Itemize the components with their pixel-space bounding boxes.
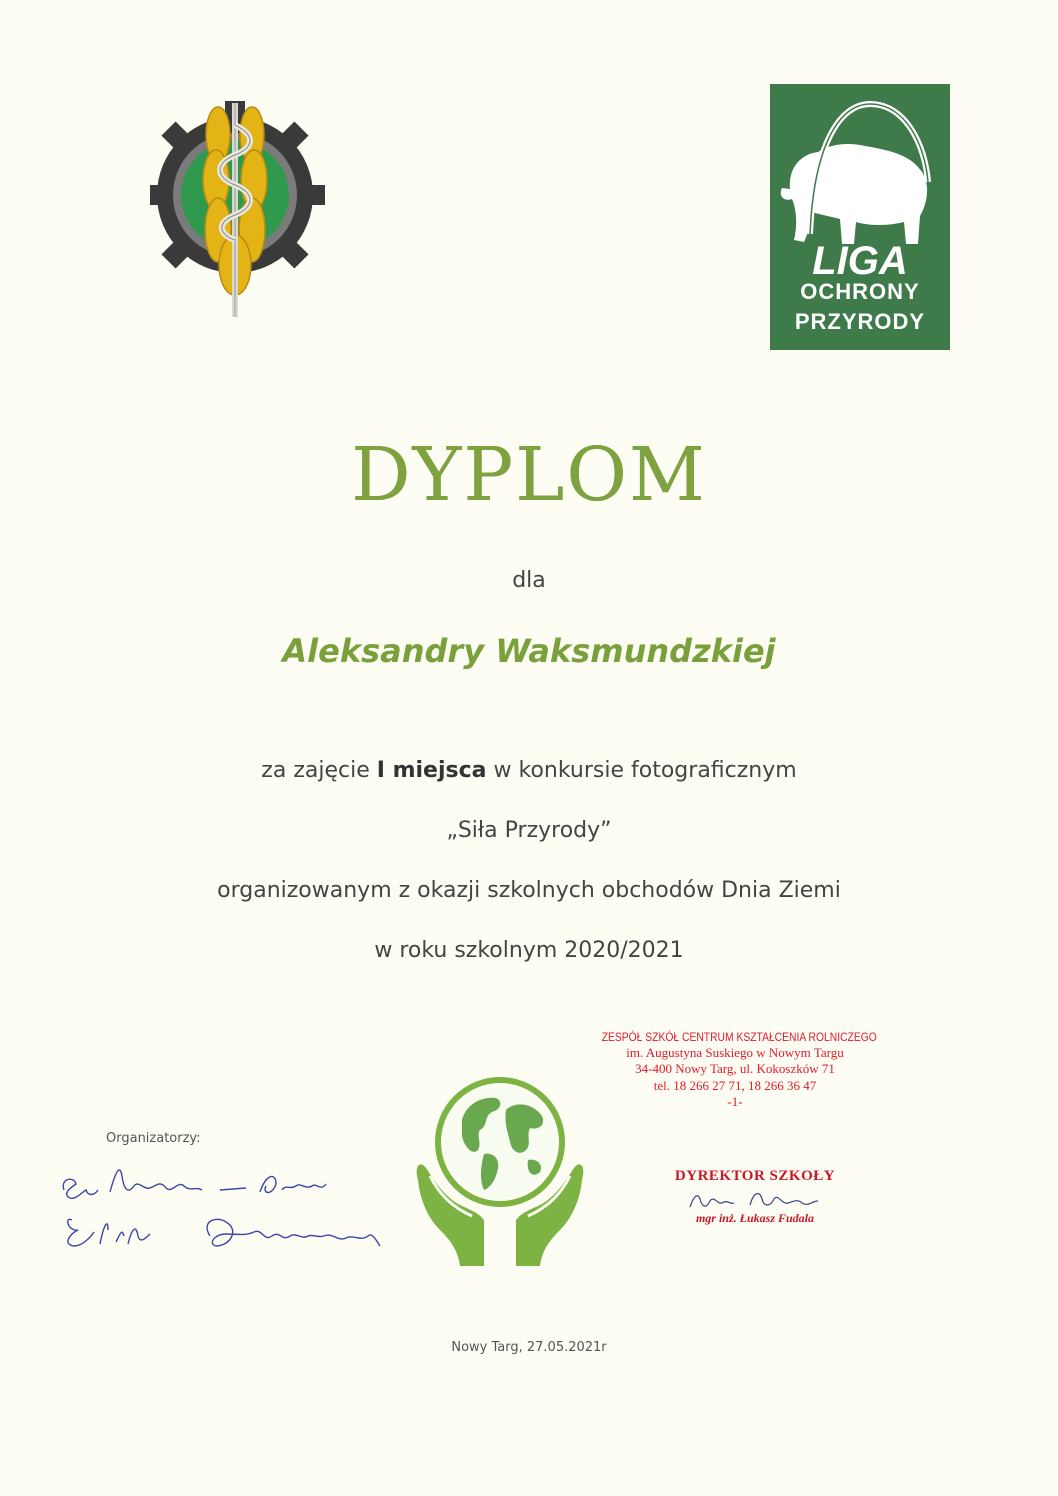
issue-date: Nowy Targ, 27.05.2021r bbox=[451, 1340, 607, 1355]
stamp-line-4: tel. 18 266 27 71, 18 266 36 47 bbox=[653, 1077, 817, 1093]
stamp-line-1: ZESPÓŁ SZKÓŁ CENTRUM KSZTAŁCENIA ROLNICZEGO bbox=[601, 1030, 877, 1044]
stamp-line-5: -1- bbox=[727, 1093, 743, 1109]
liga-line2: OCHRONY bbox=[800, 279, 920, 304]
stamp-line-3: 34-400 Nowy Targ, ul. Kokoszków 71 bbox=[635, 1061, 835, 1077]
liga-line1: LIGA bbox=[812, 239, 908, 283]
liga-ochrony-przyrody-logo bbox=[770, 84, 950, 350]
organizers-label: Organizatorzy: bbox=[106, 1131, 201, 1146]
director-stamp bbox=[640, 1168, 870, 1226]
stamp-line-2: im. Augustyna Suskiego w Nowym Targu bbox=[626, 1045, 844, 1060]
school-stamp bbox=[580, 1030, 890, 1110]
award-line-start: za zajęcie bbox=[261, 758, 370, 783]
award-line bbox=[0, 758, 1058, 783]
diploma-title: DYPLOM bbox=[351, 432, 707, 518]
school-year-line: w roku szkolnym 2020/2021 bbox=[374, 938, 684, 963]
organizers-signatures bbox=[50, 1150, 400, 1260]
earth-in-hands-icon bbox=[400, 1070, 600, 1270]
liga-line3: PRZYRODY bbox=[794, 309, 926, 334]
for-label: dla bbox=[512, 568, 546, 593]
award-place: I miejsca bbox=[376, 758, 487, 783]
bison-icon bbox=[770, 84, 950, 350]
school-emblem-icon bbox=[150, 85, 325, 325]
contest-name: „Siła Przyrody” bbox=[446, 818, 612, 843]
director-title: DYREKTOR SZKOŁY bbox=[674, 1168, 836, 1184]
award-line-end: w konkursie fotograficznym bbox=[493, 758, 797, 783]
director-name: mgr inż. Łukasz Fudala bbox=[695, 1211, 815, 1225]
occasion-line: organizowanym z okazji szkolnych obchodów Dnia Ziemi bbox=[217, 878, 841, 903]
recipient-name: Aleksandry Waksmundzkiej bbox=[282, 632, 776, 670]
